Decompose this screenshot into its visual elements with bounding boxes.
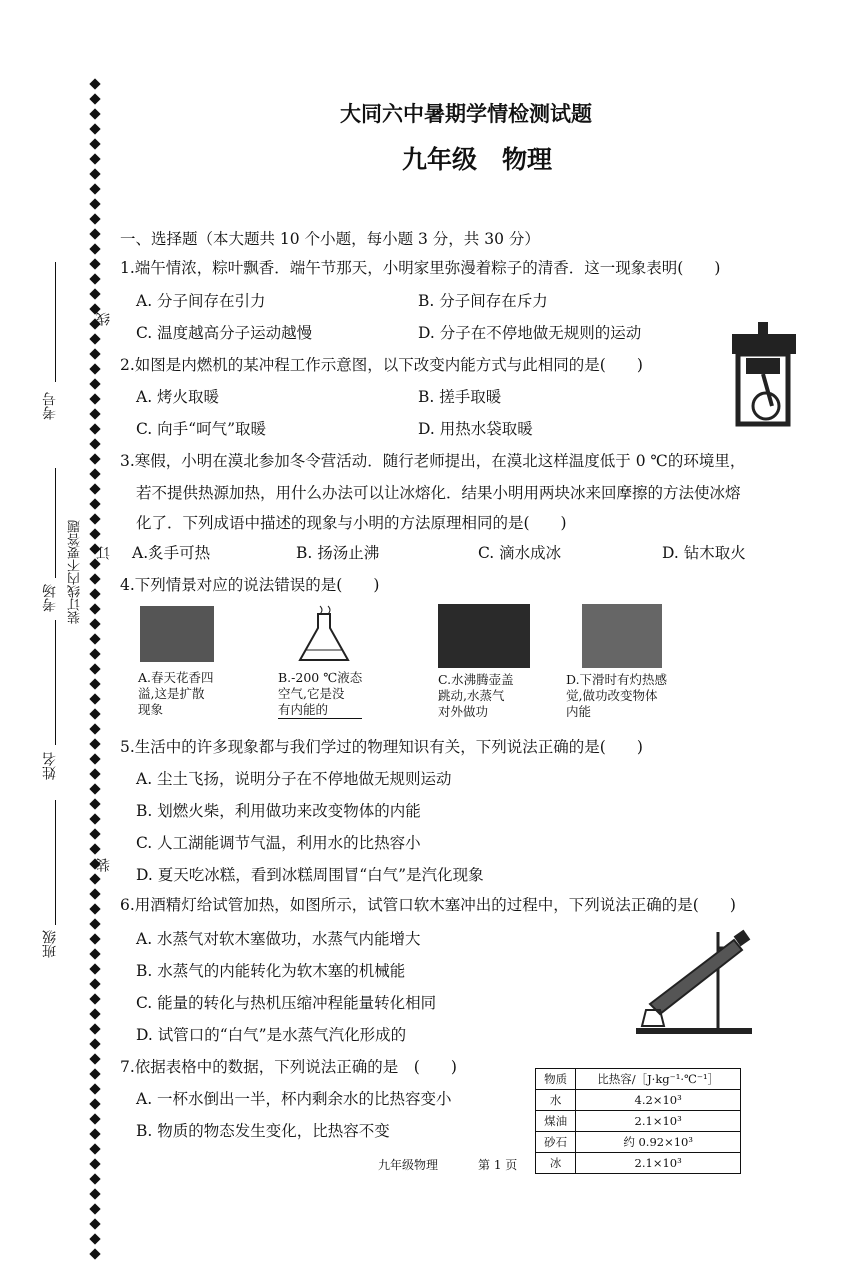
- q1-stem: 1.端午情浓，粽叶飘香．端午节那天，小明家里弥漫着粽子的清香．这一现象表明( ): [120, 259, 721, 277]
- table-header: 物质: [536, 1069, 576, 1090]
- ding-label: 订: [96, 546, 112, 560]
- binding-diamond-border: [87, 80, 103, 1265]
- q4-caption-b: B.-200 ℃液态 空气,它是没 有内能的: [278, 670, 363, 717]
- q2-option-d: D. 用热水袋取暖: [418, 420, 533, 438]
- q5-option-d: D. 夏天吃冰糕，看到冰糕周围冒“白气”是汽化现象: [136, 866, 484, 884]
- q3-option-d: D. 钻木取火: [662, 544, 746, 562]
- table-cell: 约 0.92×10³: [576, 1132, 741, 1153]
- slide-picture: [582, 604, 662, 668]
- q1-option-c: C. 温度越高分子运动越慢: [136, 324, 313, 342]
- q2-option-b: B. 搓手取暖: [418, 388, 502, 406]
- q1-option-d: D. 分子在不停地做无规则的运动: [418, 324, 642, 342]
- banji-label: 班级: [42, 930, 58, 958]
- q1-option-a: A. 分子间存在引力: [136, 292, 266, 310]
- exam-title: 大同六中暑期学情检测试题: [340, 101, 592, 126]
- xian-label: 线: [96, 312, 112, 326]
- test-tube-apparatus: [630, 926, 760, 1038]
- kaohao-label: 考号: [42, 392, 58, 420]
- footer-name: 九年级物理: [378, 1158, 439, 1172]
- q3-line3: 化了．下列成语中描述的现象与小明的方法原理相同的是( ): [136, 514, 567, 532]
- table-row: [536, 1153, 741, 1174]
- banji-line: [55, 800, 56, 925]
- q6-option-a: A. 水蒸气对软木塞做功，水蒸气内能增大: [136, 930, 421, 948]
- zhuang-label: 装: [96, 858, 112, 872]
- kaohao-line: [55, 262, 56, 382]
- table-header-row: [536, 1069, 741, 1090]
- q4-caption-a: A.春天花香四 溢,这是扩散 现象: [138, 670, 214, 717]
- table-cell: 砂石: [536, 1132, 576, 1153]
- q6-option-d: D. 试管口的“白气”是水蒸气汽化形成的: [136, 1026, 407, 1044]
- table-cell: 煤油: [536, 1111, 576, 1132]
- section-heading: 一、选择题（本大题共 10 个小题，每小题 3 分，共 30 分）: [120, 230, 540, 248]
- table-row: [536, 1090, 741, 1111]
- q2-option-a: A. 烤火取暖: [136, 388, 220, 406]
- q1-option-b: B. 分子间存在斥力: [418, 292, 548, 310]
- q3-line1: 3.寒假，小明在漠北参加冬令营活动．随行老师提出，在漠北这样温度低于 0 ℃的环境里，: [120, 452, 746, 470]
- table-header: 比热容/［J·kg⁻¹·℃⁻¹］: [576, 1069, 741, 1090]
- q6-stem: 6.用酒精灯给试管加热，如图所示，试管口软木塞冲出的过程中，下列说法正确的是( ): [120, 896, 736, 914]
- q7-option-a: A. 一杯水倒出一半，杯内剩余水的比热容变小: [136, 1090, 452, 1108]
- q6-option-b: B. 水蒸气的内能转化为软木塞的机械能: [136, 962, 406, 980]
- xingming-label: 姓名: [42, 752, 58, 780]
- q4-stem: 4.下列情景对应的说法错误的是( ): [120, 576, 380, 594]
- table-cell: 2.1×10³: [576, 1153, 741, 1174]
- exam-subtitle: 九年级 物理: [402, 145, 553, 174]
- q5-option-a: A. 尘土飞扬，说明分子在不停地做无规则运动: [136, 770, 452, 788]
- xingming-line: [55, 620, 56, 745]
- table-cell: 冰: [536, 1153, 576, 1174]
- specific-heat-table: [535, 1068, 741, 1174]
- q4-caption-c: C.水沸腾壶盖 跳动,水蒸气 对外做功: [438, 672, 514, 719]
- q3-option-c: C. 滴水成冰: [478, 544, 562, 562]
- flask-picture: [296, 604, 352, 664]
- q6-option-c: C. 能量的转化与热机压缩冲程能量转化相同: [136, 994, 437, 1012]
- q7-option-b: B. 物质的物态发生变化，比热容不变: [136, 1122, 390, 1140]
- kettle-picture: [438, 604, 530, 668]
- q5-stem: 5.生活中的许多现象都与我们学过的物理知识有关，下列说法正确的是( ): [120, 738, 643, 756]
- page-number: 第 1 页: [478, 1158, 518, 1172]
- q3-option-b: B. 扬汤止沸: [296, 544, 380, 562]
- table-cell: 4.2×10³: [576, 1090, 741, 1111]
- kaochang-label: 考场: [42, 584, 58, 612]
- q5-option-b: B. 划燃火柴，利用做功来改变物体的内能: [136, 802, 421, 820]
- table-row: [536, 1132, 741, 1153]
- table-cell: 水: [536, 1090, 576, 1111]
- q2-option-c: C. 向手“呵气”取暖: [136, 420, 267, 438]
- q7-stem: 7.依据表格中的数据，下列说法正确的是 ( ): [120, 1058, 457, 1076]
- q3-option-a: A.炙手可热: [132, 544, 211, 562]
- q2-stem: 2.如图是内燃机的某冲程工作示意图，以下改变内能方式与此相同的是( ): [120, 356, 643, 374]
- no-answer-note: 装订线内不要答题: [68, 520, 83, 624]
- engine-diagram: [728, 318, 800, 430]
- kaochang-line: [55, 468, 56, 578]
- q3-line2: 若不提供热源加热，用什么办法可以让冰熔化．结果小明用两块冰来回摩擦的方法使冰熔: [136, 484, 741, 502]
- q5-option-c: C. 人工湖能调节气温，利用水的比热容小: [136, 834, 421, 852]
- table-row: [536, 1111, 741, 1132]
- table-cell: 2.1×10³: [576, 1111, 741, 1132]
- q4-caption-d: D.下滑时有灼热感 觉,做功改变物体 内能: [566, 672, 668, 719]
- flowers-picture: [140, 606, 214, 662]
